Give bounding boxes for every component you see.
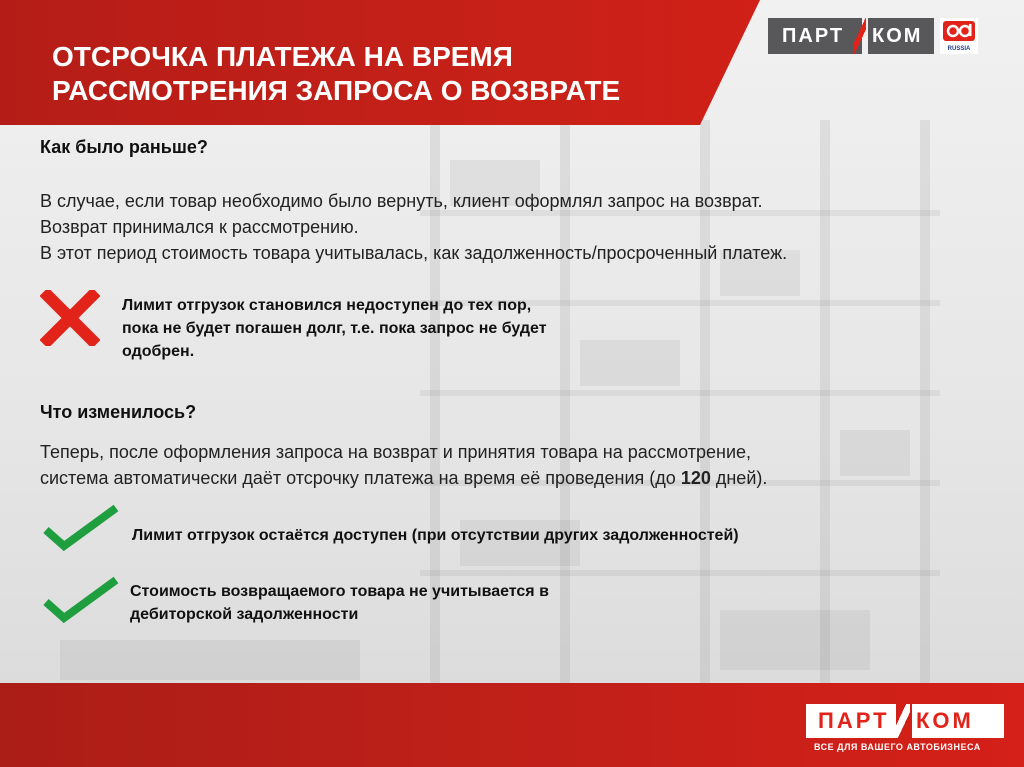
cross-note-line-1: Лимит отгрузок становился недоступен до тех пор, [122, 297, 532, 314]
before-line-2: Возврат принимался к рассмотрению. [40, 217, 359, 237]
brand-tagline: ВСЕ ДЛЯ ВАШЕГО АВТОБИЗНЕСА [814, 742, 981, 752]
check-item-1-line-1: Лимит отгрузок остаётся доступен (при отсутствии других задолженностей) [132, 527, 739, 544]
slide-title [52, 40, 712, 108]
before-line-1: В случае, если товар необходимо было вернуть, клиент оформлял запрос на возврат. [40, 191, 763, 211]
ad-logo-caption: RUSSIA [947, 46, 971, 52]
cross-note-line-2: пока не будет погашен долг, т.е. пока запрос не будет [122, 320, 547, 337]
after-paragraph [40, 439, 767, 491]
before-line-3: В этот период стоимость товара учитывалась, как задолженность/просроченный платеж. [40, 243, 788, 263]
after-line-2-suffix: дней). [710, 468, 768, 488]
footer-logo-part-text: ПАРТ [806, 704, 896, 738]
after-line-2-prefix: система автоматически даёт отсрочку платежа на время её проведения (до [40, 468, 681, 488]
cross-note-line-3: одобрен. [122, 343, 195, 360]
green-check-icon [40, 502, 122, 554]
check-item-1 [132, 524, 739, 547]
footer-logo-slash-icon [894, 704, 910, 738]
before-heading: Как было раньше? [40, 137, 208, 157]
check-item-2-line-1: Стоимость возвращаемого товара не учитывается в [130, 583, 549, 600]
after-line-1: Теперь, после оформления запроса на возврат и принятия товара на рассмотрение, [40, 442, 752, 462]
slide-title-line-2: РАССМОТРЕНИЯ ЗАПРОСА О ВОЗВРАТЕ [52, 75, 621, 106]
after-line-2 [40, 465, 767, 491]
partcom-logo-top [768, 18, 978, 56]
check-item-2-line-2: дебиторской задолженности [130, 606, 359, 623]
red-cross-icon [40, 290, 100, 346]
check-item-2 [130, 580, 549, 626]
green-check-icon [40, 574, 122, 626]
before-paragraph [40, 188, 787, 266]
after-days-value: 120 [680, 468, 711, 488]
partcom-logo-bottom [806, 704, 1002, 756]
logo-part-text: ПАРТ [768, 18, 862, 54]
ad-russia-logo [940, 18, 978, 54]
after-heading: Что изменилось? [40, 402, 197, 422]
logo-slash-icon [854, 18, 866, 54]
slide-title-line-1: ОТСРОЧКА ПЛАТЕЖА НА ВРЕМЯ [52, 41, 513, 72]
footer-logo-kom-text: КОМ [912, 704, 1004, 738]
logo-kom-text: КОМ [868, 18, 934, 54]
cross-note [122, 294, 547, 363]
